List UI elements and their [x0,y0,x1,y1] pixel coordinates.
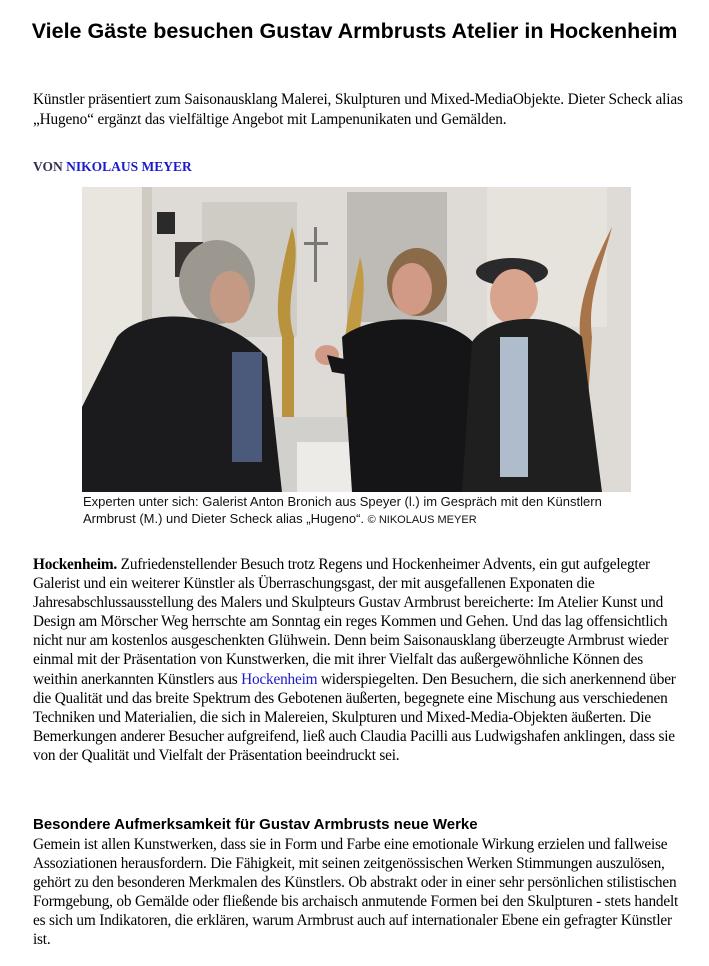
body-text-part2: widerspiegelten. Den Besuchern, die sich anerkennend über die Qualität und das breite Spektrum des Gebotenen äußerten, begegnete eine Mischung aus verschiedenen Techniken und Materialien, die sich in Malereien, Skulpturen und Mixed-Media-Objekten äußerten. Die Bemerkungen anderer Besucher aufgreifend, ließ auch Claudia Pacilli aus Ludwigshafen anklingen, dass sie von der Qualität und Vielfalt der Präsentation beeindruckt sei. [33,670,676,764]
article-photo [82,187,631,492]
photo-image-icon [82,187,631,492]
article-title: Viele Gäste besuchen Gustav Armbrusts Atelier in Hockenheim [31,19,678,43]
hockenheim-link[interactable]: Hockenheim [241,670,318,688]
caption-text: Experten unter sich: Galerist Anton Bronich aus Speyer (l.) im Gespräch mit den Künstlern Armbrust (M.) und Dieter Scheck alias „Hugeno“. [83,494,602,526]
article-body-section2: Gemein ist allen Kunstwerken, dass sie in Form und Farbe eine emotionale Wirkung erzielen und fallweise Assoziationen herausfordern. Die Fähigkeit, mit seinen zeitgenössischen Werken Stimmungen auszulösen, gehört zu den besonderen Merkmalen des Künstlers. Ob abstrakt oder in einer sehr persönlichen stilistischen Formgebung, ob Gemälde oder fließende bis archaisch anmutende Formen bei den Skulpturen - stets handelt es sich um Indikatoren, die erklären, warum Armbrust auch auf internationaler Ebene ein gefragter Künstler ist. [33,836,679,949]
photo-caption [83,493,643,529]
dateline: Hockenheim. [33,556,118,573]
section-heading: Besondere Aufmerksamkeit für Gustav Armbrusts neue Werke [33,816,478,833]
photo-credit: © NIKOLAUS MEYER [367,514,477,526]
author-link[interactable]: NIKOLAUS MEYER [66,159,192,174]
article-body [33,555,683,765]
article-lead: Künstler präsentiert zum Saisonausklang Malerei, Skulpturen und Mixed-MediaObjekte. Dieter Scheck alias „Hugeno“ ergänzt das vielfältige Angebot mit Lampenunikaten und Gemälden. [33,91,683,128]
byline-prefix: VON [33,159,63,174]
body-text-part1: Zufriedenstellender Besuch trotz Regens und Hockenheimer Advents, ein gut aufgelegter Galerist und ein weiterer Künstler als Überraschungsgast, der mit ausgefallenen Exponaten die Jahresabschlussausstellung des Malers und Skulpteurs Gustav Armbrust bereicherte: Im Atelier Kunst und Design am Mörscher Weg herrschte am Sonntag ein reges Kommen und Gehen. Und das lag offensichtlich nicht nur am kostenlos ausgeschenkten Glühwein. Denn beim Saisonausklang überzeugte Armbrust wieder einmal mit der Präsentation von Kunstwerken, die mit ihrer Vielfalt das außergewöhnliche Können des weithin anerkannten Künstlers aus [33,556,669,688]
byline [33,158,192,176]
